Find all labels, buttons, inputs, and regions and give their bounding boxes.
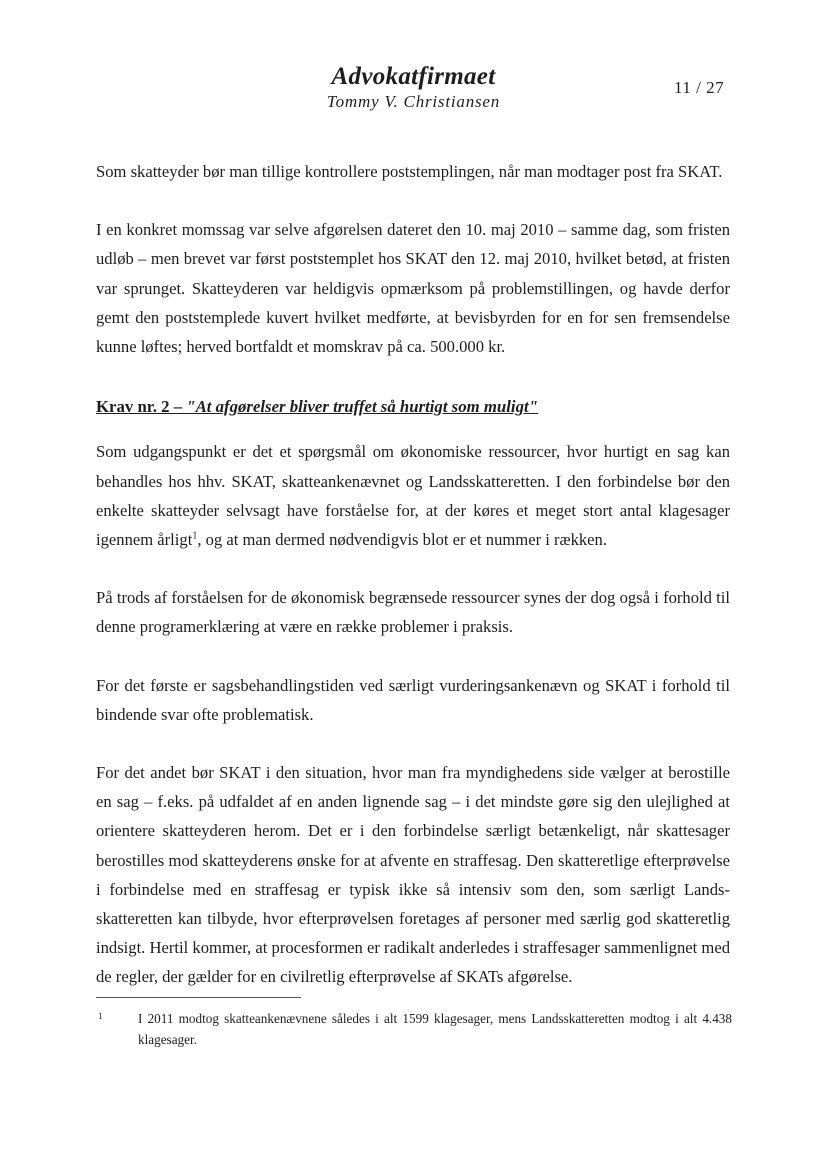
paragraph-vat-case: I en konkret momssag var selve afgørelsen dateret den 10. maj 2010 – samme dag, som fristen udløb – men brevet var først poststemplet hos SKAT den 12. maj 2010, hvilket betød, at fristen var sprunget. Skatteyderen var heldigvis opmærksom på problemstillingen, og havde derfor gemt den poststemplede kuvert hvilket medførte, at bevisbyrden for en for sen fremsendelse kunne løftes; herved bortfaldt et momskrav på ca. 500.000 kr. [96,220,730,357]
paragraph-resources [96,437,730,554]
paragraph-resources-text: Som udgangspunkt er det et spørgsmål om økonomiske ressourcer, hvor hurtigt en sag kan behandles hos hhv. SKAT, skatteankenævnet og Landsskatteretten. I den forbindelse bør den enkelte skatteyder selvsagt have forståelse for, at der køres et meget stort antal klagesager igennem årligt [96,442,730,550]
page-number: 11 / 27 [674,78,725,97]
firm-owner: Tommy V. Christiansen [326,92,501,111]
paragraph-second-problem: For det andet bør SKAT i den situation, hvor man fra myndighedens side vælger at berostille en sag – f.eks. på udfaldet af en anden lignende sag – i det mindste gøre sig den ulejlighed at orientere skatteyderen herom. Det er i den forbindelse særligt betænkeligt, når skattesager berostilles mod skatteyderens ønske for at afvente en straffesag. Den skatteretlige efterprøvelse i forbindelse med en straffesag er typisk ikke så intensiv som den, som særligt Landsskatteretten kan tilbyde, hvor efterprøvelsen foretages af personer med særlig god skatteretlig indsigt. Hertil kommer, at procesformen er radikalt anderledes i straffesager sammenlignet med de regler, der gælder for en civilretlig efterprøvelse af SKATs afgørelse. [96,763,730,987]
paragraph-practice-problems: På trods af forståelsen for de økonomisk begrænsede ressourcer synes der dog også i forhold til denne programerklæring at være en række problemer i praksis. [96,588,730,637]
heading-prefix: Krav nr. 2 – [96,397,187,417]
document-body [96,157,730,1021]
footnote-number: 1 [98,1011,103,1021]
footnote-divider [96,997,301,998]
footnote-reference: 1 [192,530,198,542]
paragraph-postmark-check: Som skatteyder bør man tillige kontrollere poststemplingen, når man modtager post fra SKAT. [96,162,723,181]
section-heading [96,392,730,421]
paragraph-resources-text-end: , og at man dermed nødvendigvis blot er et nummer i rækken. [197,530,607,550]
paragraph-first-problem: For det første er sagsbehandlingstiden ved særligt vurderingsankenævn og SKAT i forhold til bindende svar ofte problematisk. [96,675,730,724]
footnote [96,1008,732,1050]
footnote-text: I 2011 modtog skatteankenævnene således i alt 1599 klagesager, mens Landsskatteretten modtog i alt 4.438 klagesager. [138,1011,732,1047]
heading-quote: "At afgørelser bliver truffet så hurtigt som muligt" [186,397,538,417]
firm-name: Advokatfirmaet [331,63,496,90]
